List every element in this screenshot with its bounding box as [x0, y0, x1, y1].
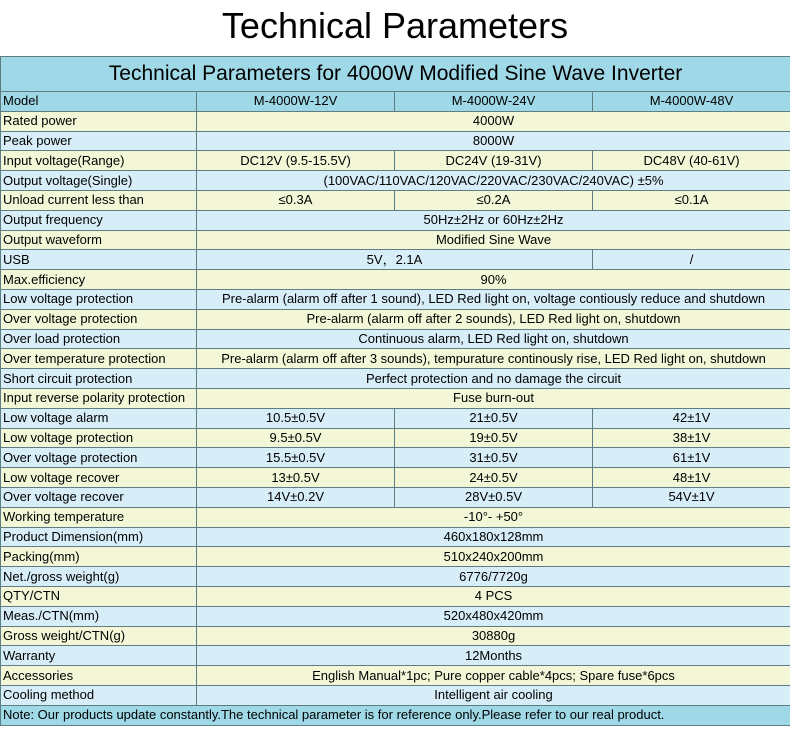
table-row — [1, 507, 790, 527]
table-row — [1, 468, 790, 488]
row-label: Over temperature protection — [1, 349, 197, 369]
row-value-24v: 21±0.5V — [395, 408, 593, 428]
table-row — [1, 131, 790, 151]
row-value-12v: 10.5±0.5V — [197, 408, 395, 428]
table-row — [1, 349, 790, 369]
row-label: Warranty — [1, 646, 197, 666]
row-label: Output waveform — [1, 230, 197, 250]
table-row — [1, 250, 790, 270]
row-value-48v: DC48V (40-61V) — [593, 151, 790, 171]
table-row — [1, 685, 790, 705]
row-value-12v: 15.5±0.5V — [197, 448, 395, 468]
table-row — [1, 230, 790, 250]
row-value: 460x180x128mm — [197, 527, 790, 547]
row-label: Rated power — [1, 111, 197, 131]
model-48v: M-4000W-48V — [593, 92, 790, 112]
row-value: 6776/7720g — [197, 567, 790, 587]
row-value-12v: ≤0.3A — [197, 190, 395, 210]
table-row — [1, 547, 790, 567]
row-value-12v: 13±0.5V — [197, 468, 395, 488]
row-value: 50Hz±2Hz or 60Hz±2Hz — [197, 210, 790, 230]
row-label: Max.efficiency — [1, 270, 197, 290]
row-label: Unload current less than — [1, 190, 197, 210]
row-value: 4000W — [197, 111, 790, 131]
table-row — [1, 448, 790, 468]
row-value: Fuse burn-out — [197, 388, 790, 408]
table-row — [1, 190, 790, 210]
row-value-48v: 61±1V — [593, 448, 790, 468]
row-label: Gross weight/CTN(g) — [1, 626, 197, 646]
row-label: Meas./CTN(mm) — [1, 606, 197, 626]
row-value-48v: 54V±1V — [593, 487, 790, 507]
row-label: USB — [1, 250, 197, 270]
table-row — [1, 646, 790, 666]
spec-table — [0, 56, 790, 726]
row-value: Pre-alarm (alarm off after 1 sound), LED Red light on, voltage contiously reduce and shutdown — [197, 289, 790, 309]
table-row — [1, 171, 790, 191]
note-row — [1, 705, 790, 725]
row-label: Accessories — [1, 666, 197, 686]
row-label: Cooling method — [1, 685, 197, 705]
row-value: English Manual*1pc; Pure copper cable*4pcs; Spare fuse*6pcs — [197, 666, 790, 686]
row-value-48v: ≤0.1A — [593, 190, 790, 210]
model-12v: M-4000W-12V — [197, 92, 395, 112]
row-value-12v: DC12V (9.5-15.5V) — [197, 151, 395, 171]
model-24v: M-4000W-24V — [395, 92, 593, 112]
row-value: Pre-alarm (alarm off after 3 sounds), tempurature continously rise, LED Red light on, shutdown — [197, 349, 790, 369]
row-value-12v: 14V±0.2V — [197, 487, 395, 507]
table-row — [1, 289, 790, 309]
row-label: Packing(mm) — [1, 547, 197, 567]
table-row — [1, 408, 790, 428]
table-row — [1, 626, 790, 646]
row-value: -10°- +50° — [197, 507, 790, 527]
row-label: Working temperature — [1, 507, 197, 527]
footer-note: Note: Our products update constantly.The technical parameter is for reference only.Please refer to our real product. — [1, 705, 790, 725]
table-row — [1, 111, 790, 131]
row-label: Low voltage alarm — [1, 408, 197, 428]
row-value: 520x480x420mm — [197, 606, 790, 626]
row-value: Continuous alarm, LED Red light on, shutdown — [197, 329, 790, 349]
row-label: Input voltage(Range) — [1, 151, 197, 171]
row-value-48v: / — [593, 250, 790, 270]
row-value: 8000W — [197, 131, 790, 151]
row-value: 12Months — [197, 646, 790, 666]
row-value-48v: 42±1V — [593, 408, 790, 428]
row-value-48v: 48±1V — [593, 468, 790, 488]
row-value-12v-24v: 5V，2.1A — [197, 250, 593, 270]
row-value-24v: 31±0.5V — [395, 448, 593, 468]
row-label: Short circuit protection — [1, 369, 197, 389]
table-row — [1, 606, 790, 626]
table-row — [1, 666, 790, 686]
row-label: Low voltage protection — [1, 428, 197, 448]
table-row — [1, 567, 790, 587]
row-value-12v: 9.5±0.5V — [197, 428, 395, 448]
row-label: Net./gross weight(g) — [1, 567, 197, 587]
row-value: (100VAC/110VAC/120VAC/220VAC/230VAC/240VAC) ±5% — [197, 171, 790, 191]
row-value-24v: 24±0.5V — [395, 468, 593, 488]
row-label: Low voltage protection — [1, 289, 197, 309]
row-label: QTY/CTN — [1, 586, 197, 606]
row-value-24v: 28V±0.5V — [395, 487, 593, 507]
row-label: Low voltage recover — [1, 468, 197, 488]
row-label: Output frequency — [1, 210, 197, 230]
table-title: Technical Parameters for 4000W Modified Sine Wave Inverter — [1, 57, 790, 92]
row-value: Pre-alarm (alarm off after 2 sounds), LED Red light on, shutdown — [197, 309, 790, 329]
table-row — [1, 527, 790, 547]
table-row — [1, 388, 790, 408]
table-row — [1, 428, 790, 448]
row-label: Over voltage recover — [1, 487, 197, 507]
row-value-24v: 19±0.5V — [395, 428, 593, 448]
row-value-24v: ≤0.2A — [395, 190, 593, 210]
page-title: Technical Parameters — [221, 5, 569, 46]
table-row — [1, 487, 790, 507]
row-value: 30880g — [197, 626, 790, 646]
row-value: Modified Sine Wave — [197, 230, 790, 250]
row-label: Peak power — [1, 131, 197, 151]
row-value: Intelligent air cooling — [197, 685, 790, 705]
row-label: Over voltage protection — [1, 309, 197, 329]
row-label: Product Dimension(mm) — [1, 527, 197, 547]
row-value-48v: 38±1V — [593, 428, 790, 448]
table-row — [1, 309, 790, 329]
row-value: 90% — [197, 270, 790, 290]
table-title-row — [1, 57, 790, 92]
row-label: Input reverse polarity protection — [1, 388, 197, 408]
table-row — [1, 270, 790, 290]
row-label: Over voltage protection — [1, 448, 197, 468]
row-value-24v: DC24V (19-31V) — [395, 151, 593, 171]
table-row — [1, 210, 790, 230]
row-label: Over load protection — [1, 329, 197, 349]
table-row — [1, 151, 790, 171]
model-label: Model — [1, 92, 197, 112]
table-row — [1, 329, 790, 349]
table-row — [1, 586, 790, 606]
row-value: Perfect protection and no damage the circuit — [197, 369, 790, 389]
row-label: Output voltage(Single) — [1, 171, 197, 191]
spec-table-container — [0, 56, 790, 726]
row-value: 510x240x200mm — [197, 547, 790, 567]
row-value: 4 PCS — [197, 586, 790, 606]
model-row — [1, 92, 790, 112]
table-row — [1, 369, 790, 389]
